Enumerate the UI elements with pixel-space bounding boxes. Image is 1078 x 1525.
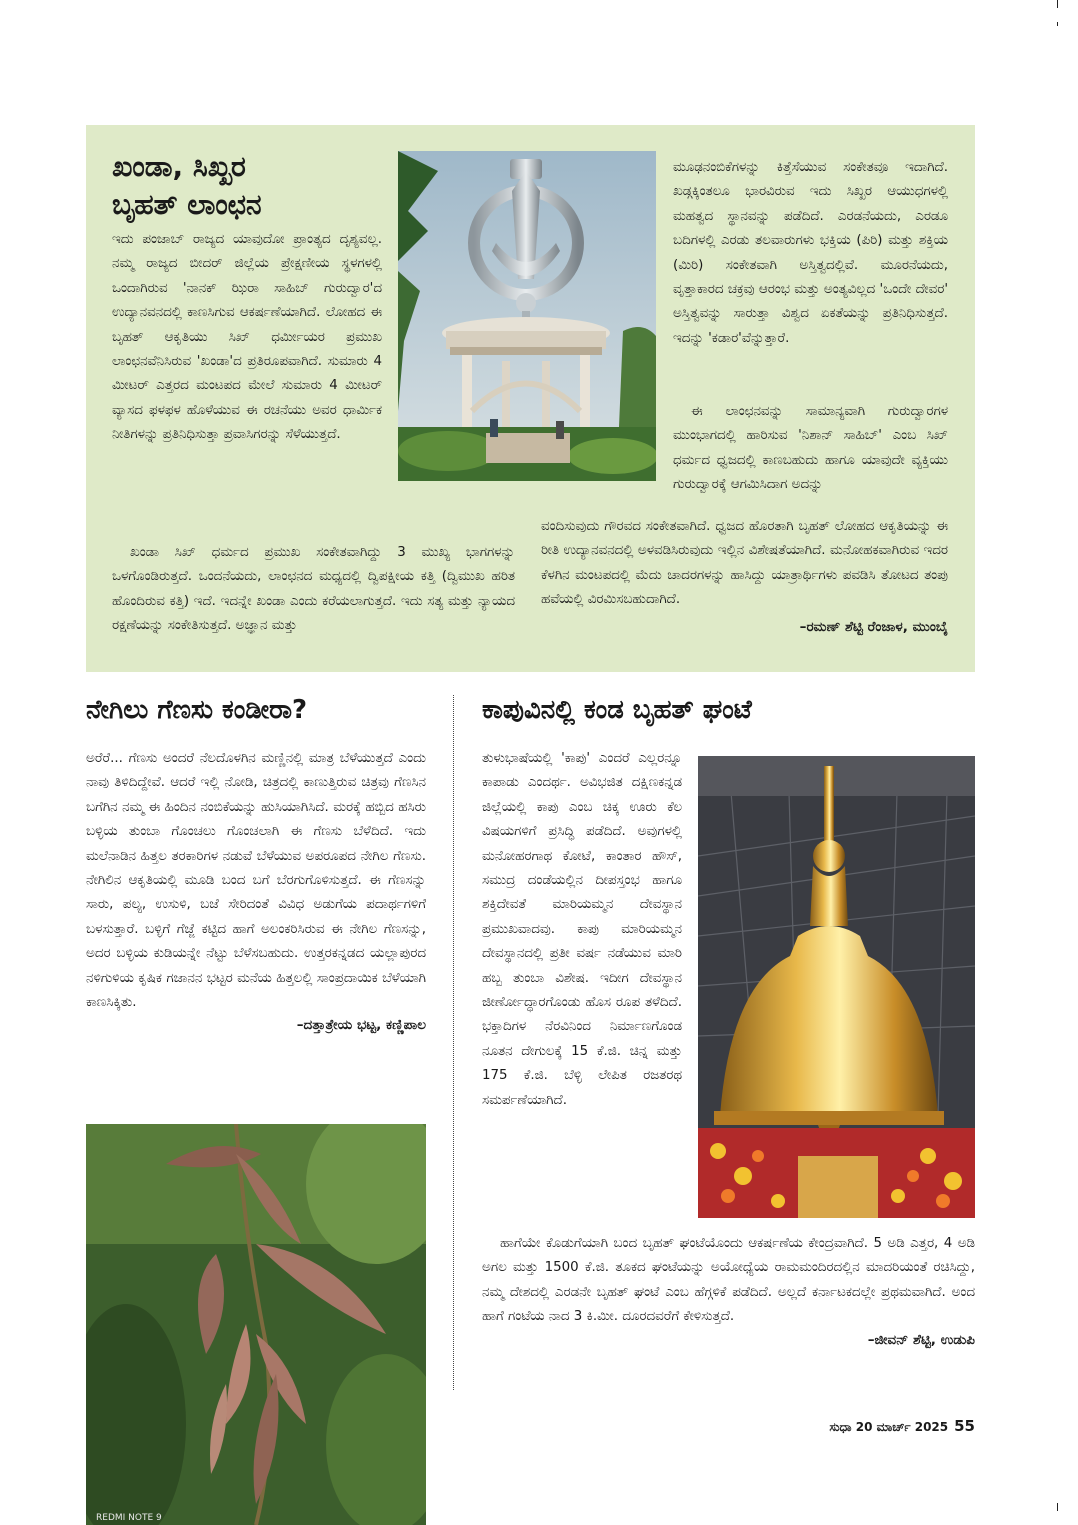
page-folio (829, 1417, 975, 1435)
article-paragraph: ಇದು ಪಂಜಾಬ್ ರಾಜ್ಯದ ಯಾವುದೋ ಪ್ರಾಂತ್ಯದ ದೃಶ್ಯವಲ್ಲ. ನಮ್ಮ ರಾಜ್ಯದ ಬೀದರ್ ಜಿಲ್ಲೆಯ ಪ್ರೇಕ್ಷಣೀಯ ಸ್ಥಳಗಳಲ್ಲಿ ಒಂದಾಗಿರುವ 'ನಾನಕ್ ಝಿರಾ ಸಾಹಿಬ್ ಗುರುದ್ವಾರ'ದ ಉದ್ಯಾನವನದಲ್ಲಿ ಕಾಣಸಿಗುವ ಆಕರ್ಷಣೆಯಾಗಿದೆ. ಲೋಹದ ಈ ಬೃಹತ್ ಆಕೃತಿಯು ಸಿಖ್ ಧರ್ಮೀಯರ ಪ್ರಮುಖ ಲಾಂಛನವೆನಿಸಿರುವ 'ಖಂಡಾ'ದ ಪ್ರತಿರೂಪವಾಗಿದೆ. ಸುಮಾರು 4 ಮೀಟರ್ ಎತ್ತರದ ಮಂಟಪದ ಮೇಲೆ ಸುಮಾರು 4 ಮೀಟರ್ ವ್ಯಾಸದ ಫಳಫಳ ಹೊಳೆಯುವ ಈ ರಚನೆಯು ಅವರ ಧಾರ್ಮಿಕ ನೀತಿಗಳನ್ನು ಪ್ರತಿನಿಧಿಸುತ್ತಾ ಪ್ರವಾಸಿಗರನ್ನು ಸೆಳೆಯುತ್ತದೆ. (112, 232, 382, 443)
article-paragraph: ಮೂಢನಂಬಿಕೆಗಳನ್ನು ಕಿತ್ತೆಸೆಯುವ ಸಂಕೇತವೂ ಇದಾಗಿದೆ. ಖಡ್ಗಕ್ಕಿಂತಲೂ ಭಾರವಿರುವ ಇದು ಸಿಖ್ಖರ ಆಯುಧಗಳಲ್ಲಿ ಮಹತ್ವದ ಸ್ಥಾನವನ್ನು ಪಡೆದಿದೆ. ಎರಡನೆಯದು, ಎರಡೂ ಬದಿಗಳಲ್ಲಿ ಎರಡು ತಲವಾರುಗಳು ಭಕ್ತಿಯ (ಪಿರಿ) ಮತ್ತು ಶಕ್ತಿಯ (ಮಿರಿ) ಸಂಕೇತವಾಗಿ ಅಸ್ತಿತ್ವದಲ್ಲಿವೆ. ಮೂರನೆಯದು, ವೃತ್ತಾಕಾರದ ಚಕ್ರವು ಆರಂಭ ಮತ್ತು ಅಂತ್ಯವಿಲ್ಲದ 'ಒಂದೇ ದೇವರ' ಅಸ್ತಿತ್ವವನ್ನು ಸಾರುತ್ತಾ ವಿಶ್ವದ ಏಕತೆಯನ್ನು ಪ್ರತಿನಿಧಿಸುತ್ತದೆ. ಇದನ್ನು 'ಕಡಾರ'ವೆನ್ನುತ್ತಾರೆ. (673, 160, 948, 346)
article-title-bell: ಕಾಪುವಿನಲ್ಲಿ ಕಂಡ ಬೃಹತ್ ಘಂಟೆ (482, 695, 752, 725)
article-paragraph: ಅರೆರೆ... ಗೆಣಸು ಅಂದರೆ ನೆಲದೊಳಗಿನ ಮಣ್ಣಿನಲ್ಲಿ ಮಾತ್ರ ಬೆಳೆಯುತ್ತದೆ ಎಂದು ನಾವು ತಿಳಿದಿದ್ದೇವೆ. ಆದರೆ ಇಲ್ಲಿ ನೋಡಿ, ಚಿತ್ರದಲ್ಲಿ ಕಾಣುತ್ತಿರುವ ಚಿತ್ರವು ಗೆಣಸಿನ ಬಗೆಗಿನ ನಮ್ಮ ಈ ಹಿಂದಿನ ನಂಬಿಕೆಯನ್ನು ಹುಸಿಯಾಗಿಸಿದೆ. ಮರಕ್ಕೆ ಹಬ್ಬಿದ ಹಸಿರು ಬಳ್ಳಿಯ ತುಂಬಾ ಗೊಂಚಲು ಗೊಂಚಲಾಗಿ ಈ ಗೆಣಸು ಬೆಳೆದಿದೆ. ಇದು ಮಲೆನಾಡಿನ ಹಿತ್ತಲ ತರಕಾರಿಗಳ ನಡುವೆ ಬೆಳೆಯುವ ಅಪರೂಪದ ನೇಗಿಲ ಗೆಣಸು. ನೇಗಿಲಿನ ಆಕೃತಿಯಲ್ಲಿ ಮೂಡಿ ಬಂದ ಬಗೆ ಬೆರಗುಗೊಳಿಸುತ್ತದೆ. ಈ ಗೆಣಸನ್ನು ಸಾರು, ಪಲ್ಯ, ಉಸುಳಿ, ಬಜೆ ಸೇರಿದಂತೆ ವಿವಿಧ ಅಡುಗೆಯ ಪದಾರ್ಥಗಳಿಗೆ ಬಳಸುತ್ತಾರೆ. ಬಳ್ಳಿಗೆ ಗೆಜ್ಜೆ ಕಟ್ಟಿದ ಹಾಗೆ ಅಲಂಕರಿಸಿರುವ ಈ ನೇಗಿಲ ಗೆಣಸನ್ನು, ಅದರ ಬಳ್ಳಿಯ ಕುಡಿಯನ್ನೇ ನೆಟ್ಟು ಬೆಳೆಸಬಹುದು. ಉತ್ತರಕನ್ನಡದ ಯಲ್ಲಾಪುರದ ನಳಿಗುಳಿಯ ಕೃಷಿಕ ಗಜಾನನ ಭಟ್ಟರ ಮನೆಯ ಹಿತ್ತಲಲ್ಲಿ ಸಾಂಪ್ರದಾಯಿಕ ಬೆಳೆಯಾಗಿ ಕಾಣಸಿಕ್ಕಿತು. (86, 751, 426, 1011)
title-line: ಖಂಡಾ, ಸಿಖ್ಖರ (112, 150, 246, 183)
khanda-photo (398, 151, 656, 481)
page-number: 55 (954, 1417, 975, 1435)
folio-label: ಸುಧಾ 20 ಮಾರ್ಚ್ 2025 (829, 1420, 949, 1434)
crop-mark (1057, 1503, 1058, 1511)
title-line: ಬೃಹತ್ ಲಾಂಛನ (112, 188, 262, 221)
yam-photo (86, 1124, 426, 1525)
article-paragraph: ವಂದಿಸುವುದು ಗೌರವದ ಸಂಕೇತವಾಗಿದೆ. ಧ್ವಜದ ಹೊರತಾಗಿ ಬೃಹತ್ ಲೋಹದ ಆಕೃತಿಯನ್ನು ಈ ರೀತಿ ಉದ್ಯಾನವನದಲ್ಲಿ ಅಳವಡಿಸಿರುವುದು ಇಲ್ಲಿನ ವಿಶೇಷತೆಯಾಗಿದೆ. ಮನೋಹಕವಾಗಿರುವ ಇದರ ಕೆಳಗಿನ ಮಂಟಪದಲ್ಲಿ ಮೆದು ಚಾದರಗಳನ್ನು ಹಾಸಿದ್ದು ಯಾತ್ರಾರ್ಥಿಗಳು ಪವಡಿಸಿ ತೋಟದ ತಂಪು ಹವೆಯಲ್ಲಿ ವಿರಮಿಸಬಹುದಾಗಿದೆ. (541, 519, 948, 608)
photo-watermark: REDMI NOTE 9 (96, 1513, 162, 1523)
bell-photo (698, 756, 975, 1218)
column-divider (453, 695, 454, 1390)
article-byline: –ದತ್ತಾತ್ರೇಯ ಭಟ್ಟ, ಕಣ್ಣಿಪಾಲ (296, 1017, 426, 1034)
article-column (86, 747, 426, 1033)
article-paragraph: ಹಾಗೆಯೇ ಕೊಡುಗೆಯಾಗಿ ಬಂದ ಬೃಹತ್ ಘಂಟೆಯೊಂದು ಆಕರ್ಷಣೆಯ ಕೇಂದ್ರವಾಗಿದೆ. 5 ಅಡಿ ಎತ್ತರ, 4 ಅಡಿ ಅಗಲ ಮತ್ತು 1500 ಕೆ.ಜಿ. ತೂಕದ ಘಂಟೆಯನ್ನು ಅಯೋಧ್ಯೆಯ ರಾಮಮಂದಿರದಲ್ಲಿನ ಮಾದರಿಯಂತೆ ರಚಿಸಿದ್ದು, ನಮ್ಮ ದೇಶದಲ್ಲಿ ಎರಡನೇ ಬೃಹತ್ ಘಂಟೆ ಎಂಬ ಹೆಗ್ಗಳಿಕೆ ಪಡೆದಿದೆ. ಅಲ್ಲದೆ ಕರ್ನಾಟಕದಲ್ಲೇ ಪ್ರಥಮವಾಗಿದೆ. ಅಂದ ಹಾಗೆ ಗಂಟೆಯ ನಾದ 3 ಕಿ.ಮೀ. ದೂರದವರೆಗೆ ಕೇಳಿಸುತ್ತದೆ. (482, 1236, 975, 1325)
article-paragraph: ಖಂಡಾ ಸಿಖ್ ಧರ್ಮದ ಪ್ರಮುಖ ಸಂಕೇತವಾಗಿದ್ದು 3 ಮುಖ್ಯ ಭಾಗಗಳನ್ನು ಒಳಗೊಂಡಿರುತ್ತದೆ. ಒಂದನೆಯದು, ಲಾಂಛನದ ಮಧ್ಯದಲ್ಲಿ ದ್ವಿಪಕ್ಷೀಯ ಕತ್ತಿ (ದ್ವಿಮುಖ ಹರಿತ ಹೊಂದಿರುವ ಕತ್ತಿ) ಇದೆ. ಇದನ್ನೇ ಖಂಡಾ ಎಂದು ಕರೆಯಲಾಗುತ್ತದೆ. ಇದು ಸತ್ಯ ಮತ್ತು ನ್ಯಾಯದ ರಕ್ಷಣೆಯನ್ನು ಸಂಕೇತಿಸುತ್ತದೆ. ಅಜ್ಞಾನ ಮತ್ತು (112, 545, 515, 634)
crop-mark (1057, 22, 1058, 26)
article-byline: –ರಮಣ್ ಶೆಟ್ಟಿ ರೆಂಜಾಳ, ಮುಂಬೈ (799, 618, 948, 635)
article-column (482, 1232, 975, 1348)
article-paragraph: ಈ ಲಾಂಛನವನ್ನು ಸಾಮಾನ್ಯವಾಗಿ ಗುರುದ್ವಾರಗಳ ಮುಂಭಾಗದಲ್ಲಿ ಹಾರಿಸುವ 'ನಿಶಾನ್ ಸಾಹಿಬ್' ಎಂಬ ಸಿಖ್ ಧರ್ಮದ ಧ್ವಜದಲ್ಲಿ ಕಾಣಬಹುದು ಹಾಗೂ ಯಾವುದೇ ವ್ಯಕ್ತಿಯು ಗುರುದ್ವಾರಕ್ಕೆ ಆಗಮಿಸಿದಾಗ ಅದನ್ನು (673, 404, 948, 493)
article-paragraph: ತುಳುಭಾಷೆಯಲ್ಲಿ 'ಕಾಪು' ಎಂದರೆ ಎಲ್ಲರನ್ನೂ ಕಾಪಾಡು ಎಂದರ್ಥ. ಅವಿಭಜಿತ ದಕ್ಷಿಣಕನ್ನಡ ಜಿಲ್ಲೆಯಲ್ಲಿ ಕಾಪು ಎಂಬ ಚಿಕ್ಕ ಊರು ಕೆಲ ವಿಷಯಗಳಿಗೆ ಪ್ರಸಿದ್ಧಿ ಪಡೆದಿದೆ. ಅವುಗಳಲ್ಲಿ ಮನೋಹರಗಾಥ ಕೋಟೆ, ಕಾಂತಾರ ಹೌಸ್, ಸಮುದ್ರ ದಂಡೆಯಲ್ಲಿನ ದೀಪಸ್ತಂಭ ಹಾಗೂ ಶಕ್ತಿದೇವತೆ ಮಾರಿಯಮ್ಮನ ದೇವಸ್ಥಾನ ಪ್ರಮುಖವಾದವು. ಕಾಪು ಮಾರಿಯಮ್ಮನ ದೇವಸ್ಥಾನದಲ್ಲಿ ಪ್ರತೀ ವರ್ಷ ನಡೆಯುವ ಮಾರಿ ಹಬ್ಬ ತುಂಬಾ ವಿಶೇಷ. ಇದೀಗ ದೇವಸ್ಥಾನ ಜೀರ್ಣೋದ್ಧಾರಗೊಂಡು ಹೊಸ ರೂಪ ತಳೆದಿದೆ. ಭಕ್ತಾದಿಗಳ ನೆರವಿನಿಂದ ನಿರ್ಮಾಣಗೊಂಡ ನೂತನ ದೇಗುಲಕ್ಕೆ 15 ಕೆ.ಜಿ. ಚಿನ್ನ ಮತ್ತು 175 ಕೆ.ಜಿ. ಬೆಳ್ಳಿ ಲೇಪಿತ ರಜತರಥ ಸಮರ್ಪಣೆಯಾಗಿದೆ. (482, 751, 682, 1108)
article-title-gensu: ನೇಗಿಲು ಗೆಣಸು ಕಂಡೀರಾ? (86, 695, 308, 725)
crop-mark (1057, 0, 1058, 8)
article-byline: –ಜೀವನ್ ಶೆಟ್ಟಿ, ಉಡುಪಿ (867, 1331, 975, 1348)
article-column (541, 515, 948, 635)
article-title-khanda (112, 148, 382, 224)
